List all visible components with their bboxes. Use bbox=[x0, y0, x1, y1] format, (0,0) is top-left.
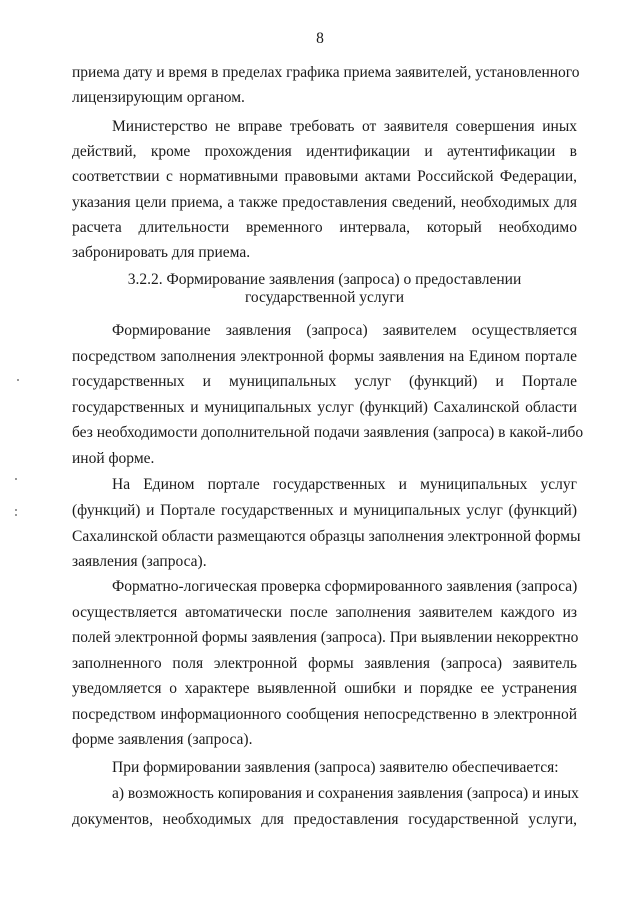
scan-speck bbox=[15, 509, 17, 511]
section-heading-line-1: 3.2.2. Формирование заявления (запроса) о предоставлении bbox=[127, 271, 522, 288]
text-line: а) возможность копирования и сохранения заявления (запроса) и иных bbox=[112, 785, 579, 802]
text-line: Министерство не вправе требовать от заявителя совершения иных bbox=[112, 118, 577, 135]
text-line: государственных и муниципальных услуг (функций) Сахалинской области bbox=[72, 399, 577, 416]
text-line: приема дату и время в пределах графика приема заявителей, установленного bbox=[72, 64, 580, 81]
text-line: посредством информационного сообщения непосредственно в электронной bbox=[72, 706, 577, 723]
text-line: государственных и муниципальных услуг (функций) и Портале bbox=[72, 373, 577, 390]
section-heading-line-2: государственной услуги bbox=[244, 289, 405, 306]
text-line: действий, кроме прохождения идентификации и аутентификации в bbox=[72, 143, 577, 160]
text-line: соответствии с нормативными правовыми актами Российской Федерации, bbox=[72, 168, 577, 185]
text-line: указания цели приема, а также предоставления сведений, необходимых для bbox=[72, 194, 577, 211]
text-line: посредством заполнения электронной формы заявления на Едином портале bbox=[72, 348, 577, 365]
text-line: лицензирующим органом. bbox=[72, 89, 245, 106]
text-line: (функций) и Портале государственных и муниципальных услуг (функций) bbox=[72, 502, 577, 519]
text-line: полей электронной формы заявления (запроса). При выявлении некорректно bbox=[72, 629, 579, 646]
text-line: иной форме. bbox=[72, 450, 155, 467]
text-line: заполненного поля электронной формы заявления (запроса) заявитель bbox=[72, 655, 577, 672]
scan-speck bbox=[15, 514, 17, 516]
text-line: без необходимости дополнительной подачи заявления (запроса) в какой-либо bbox=[72, 424, 584, 441]
page-number: 8 bbox=[316, 30, 324, 47]
text-line: Сахалинской области размещаются образцы заполнения электронной формы bbox=[72, 528, 581, 545]
text-line: форме заявления (запроса). bbox=[72, 731, 253, 748]
text-line: осуществляется автоматически после заполнения заявителем каждого из bbox=[72, 604, 577, 621]
text-line: расчета длительности временного интервала, который необходимо bbox=[72, 219, 577, 236]
text-line: заявления (запроса). bbox=[72, 553, 207, 570]
text-line: уведомляется о характере выявленной ошибки и порядке ее устранения bbox=[72, 680, 577, 697]
text-line: При формировании заявления (запроса) заявителю обеспечивается: bbox=[112, 759, 559, 776]
text-line: документов, необходимых для предоставления государственной услуги, bbox=[72, 811, 577, 828]
scan-speck bbox=[15, 478, 17, 480]
text-line: Форматно-логическая проверка сформированного заявления (запроса) bbox=[112, 578, 578, 595]
scan-speck bbox=[17, 379, 19, 381]
text-line: забронировать для приема. bbox=[72, 244, 251, 261]
text-line: На Едином портале государственных и муниципальных услуг bbox=[112, 476, 577, 493]
text-line: Формирование заявления (запроса) заявителем осуществляется bbox=[112, 322, 577, 339]
